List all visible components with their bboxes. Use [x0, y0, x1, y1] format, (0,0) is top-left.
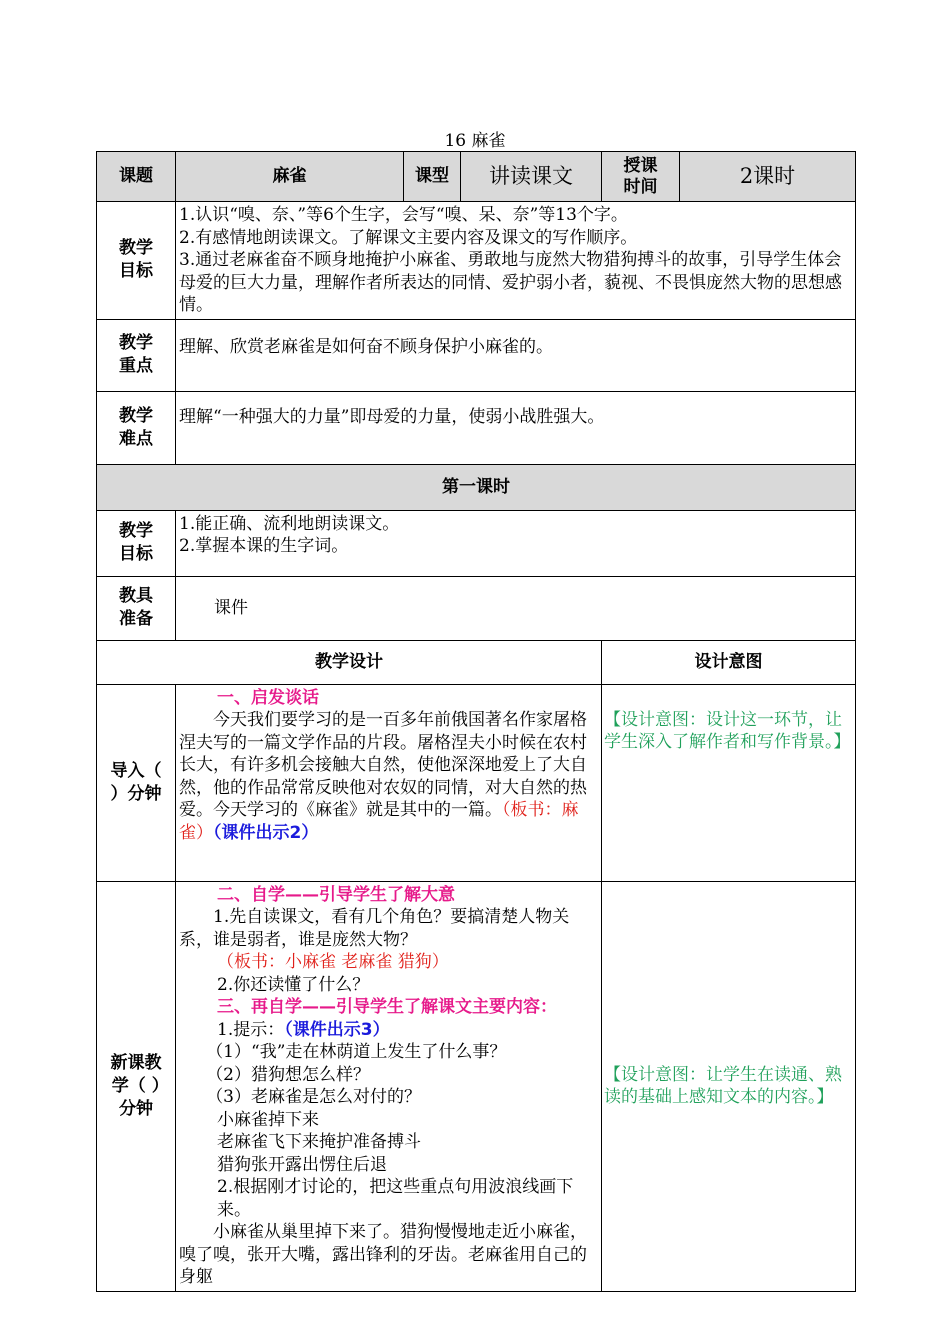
label-intro: 导入（ ）分钟 — [97, 684, 176, 881]
goal-line: 3.通过老麻雀奋不顾身地掩护小麻雀、勇敢地与庞然大物猎狗搏斗的故事，引导学生体会母爱的巨大力量，理解作者所表达的同情、爱护弱小者，藐视、不畏惧庞然大物的思想感情。 — [179, 250, 842, 315]
lesson-plan-table — [96, 151, 856, 1292]
teaching-goals — [176, 202, 856, 320]
label-class-time: 授课时间 — [602, 152, 680, 202]
label-topic: 课题 — [97, 152, 176, 202]
sub-question: （1）“我”走在林荫道上发生了什么事？ — [206, 1042, 507, 1062]
intro-content — [176, 684, 602, 881]
goal-line: 2.掌握本课的生字词。 — [179, 536, 349, 556]
intro-heading: 一、启发谈话 — [217, 687, 319, 708]
answer-line: 小麻雀掉下来 — [217, 1109, 319, 1130]
question-1: 1.先自读课文，看有几个角色？要搞清楚人物关系，谁是弱者，谁是庞然大物？ — [179, 907, 570, 950]
text-paragraph: 小麻雀从巢里掉下来了。猎狗慢慢地走近小麻雀，嗅了嗅，张开大嘴，露出锋利的牙齿。老麻雀用自己的身躯 — [179, 1222, 587, 1287]
label-teaching-goals: 教学目标 — [97, 202, 176, 320]
goal-line: 1.认识“嗅、奈、”等6个生字，会写“嗅、呆、奈”等13个字。 — [179, 205, 628, 225]
intro-paragraph — [179, 709, 599, 844]
label-lesson-type: 课型 — [404, 152, 461, 202]
goal-line: 1.能正确、流利地朗读课文。 — [179, 513, 400, 534]
courseware-note: （课件出示3） — [284, 1019, 390, 1040]
courseware-note: （课件出示2） — [213, 822, 319, 843]
section-heading: 三、再自学——引导学生了解课文主要内容： — [217, 997, 557, 1017]
document-title: 16 麻雀 — [444, 131, 506, 151]
new-lesson-content — [176, 881, 602, 1291]
board-note: （板书：麻雀） — [179, 800, 579, 843]
label-difficulty: 教学难点 — [97, 391, 176, 464]
section-heading: 二、自学——引导学生了解大意 — [217, 884, 455, 905]
difficulty-text: 理解“一种强大的力量”即母爱的力量，使弱小战胜强大。 — [176, 391, 856, 464]
label-lesson1-goals: 教学目标 — [97, 510, 176, 576]
sub-question: （3）老麻雀是怎么对付的？ — [206, 1087, 422, 1107]
intro-intent: 【设计意图：设计这一环节，让学生深入了解作者和写作背景。】 — [602, 684, 856, 881]
label-teaching-aids: 教具准备 — [97, 576, 176, 640]
topic-value: 麻雀 — [176, 152, 404, 202]
design-column-heading: 教学设计 — [97, 640, 602, 684]
sub-question: （2）猎狗想怎么样？ — [206, 1064, 371, 1085]
key-points-text: 理解、欣赏老麻雀是如何奋不顾身保护小麻雀的。 — [176, 319, 856, 391]
teaching-aids-value: 课件 — [176, 576, 856, 640]
new-lesson-intent: 【设计意图：让学生在读通、熟读的基础上感知文本的内容。】 — [602, 881, 856, 1291]
board-note: （板书：小麻雀 老麻雀 猎狗） — [217, 952, 449, 972]
question-2: 2.你还读懂了什么？ — [217, 974, 370, 995]
goal-line: 2.有感情地朗读课文。了解课文主要内容及课文的写作顺序。 — [179, 227, 638, 248]
lesson1-heading: 第一课时 — [97, 464, 856, 510]
lesson-type-value: 讲读课文 — [461, 152, 602, 202]
intent-column-heading: 设计意图 — [602, 640, 856, 684]
class-time-value: 2课时 — [680, 152, 856, 202]
answer-line: 猎狗张开露出愣住后退 — [217, 1154, 387, 1175]
answer-line: 老麻雀飞下来掩护准备搏斗 — [217, 1132, 421, 1152]
label-new-lesson: 新课教学（ ）分钟 — [97, 881, 176, 1291]
hint-label: 1.提示： — [217, 1019, 285, 1040]
question-3: 2.根据刚才讨论的，把这些重点句用波浪线画下来。 — [217, 1177, 574, 1220]
intro-text: 今天我们要学习的是一百多年前俄国著名作家屠格涅夫写的一篇文学作品的片段。屠格涅夫小时候在农村长大，有许多机会接触大自然，使他深深地爱上了大自然，他的作品常常反映他对农奴的同情，对大自然的热爱。今天学习的《麻雀》就是其中的一篇。 — [179, 710, 587, 820]
lesson1-goals — [176, 510, 856, 576]
label-key-points: 教学重点 — [97, 319, 176, 391]
hint-line — [179, 1019, 599, 1042]
